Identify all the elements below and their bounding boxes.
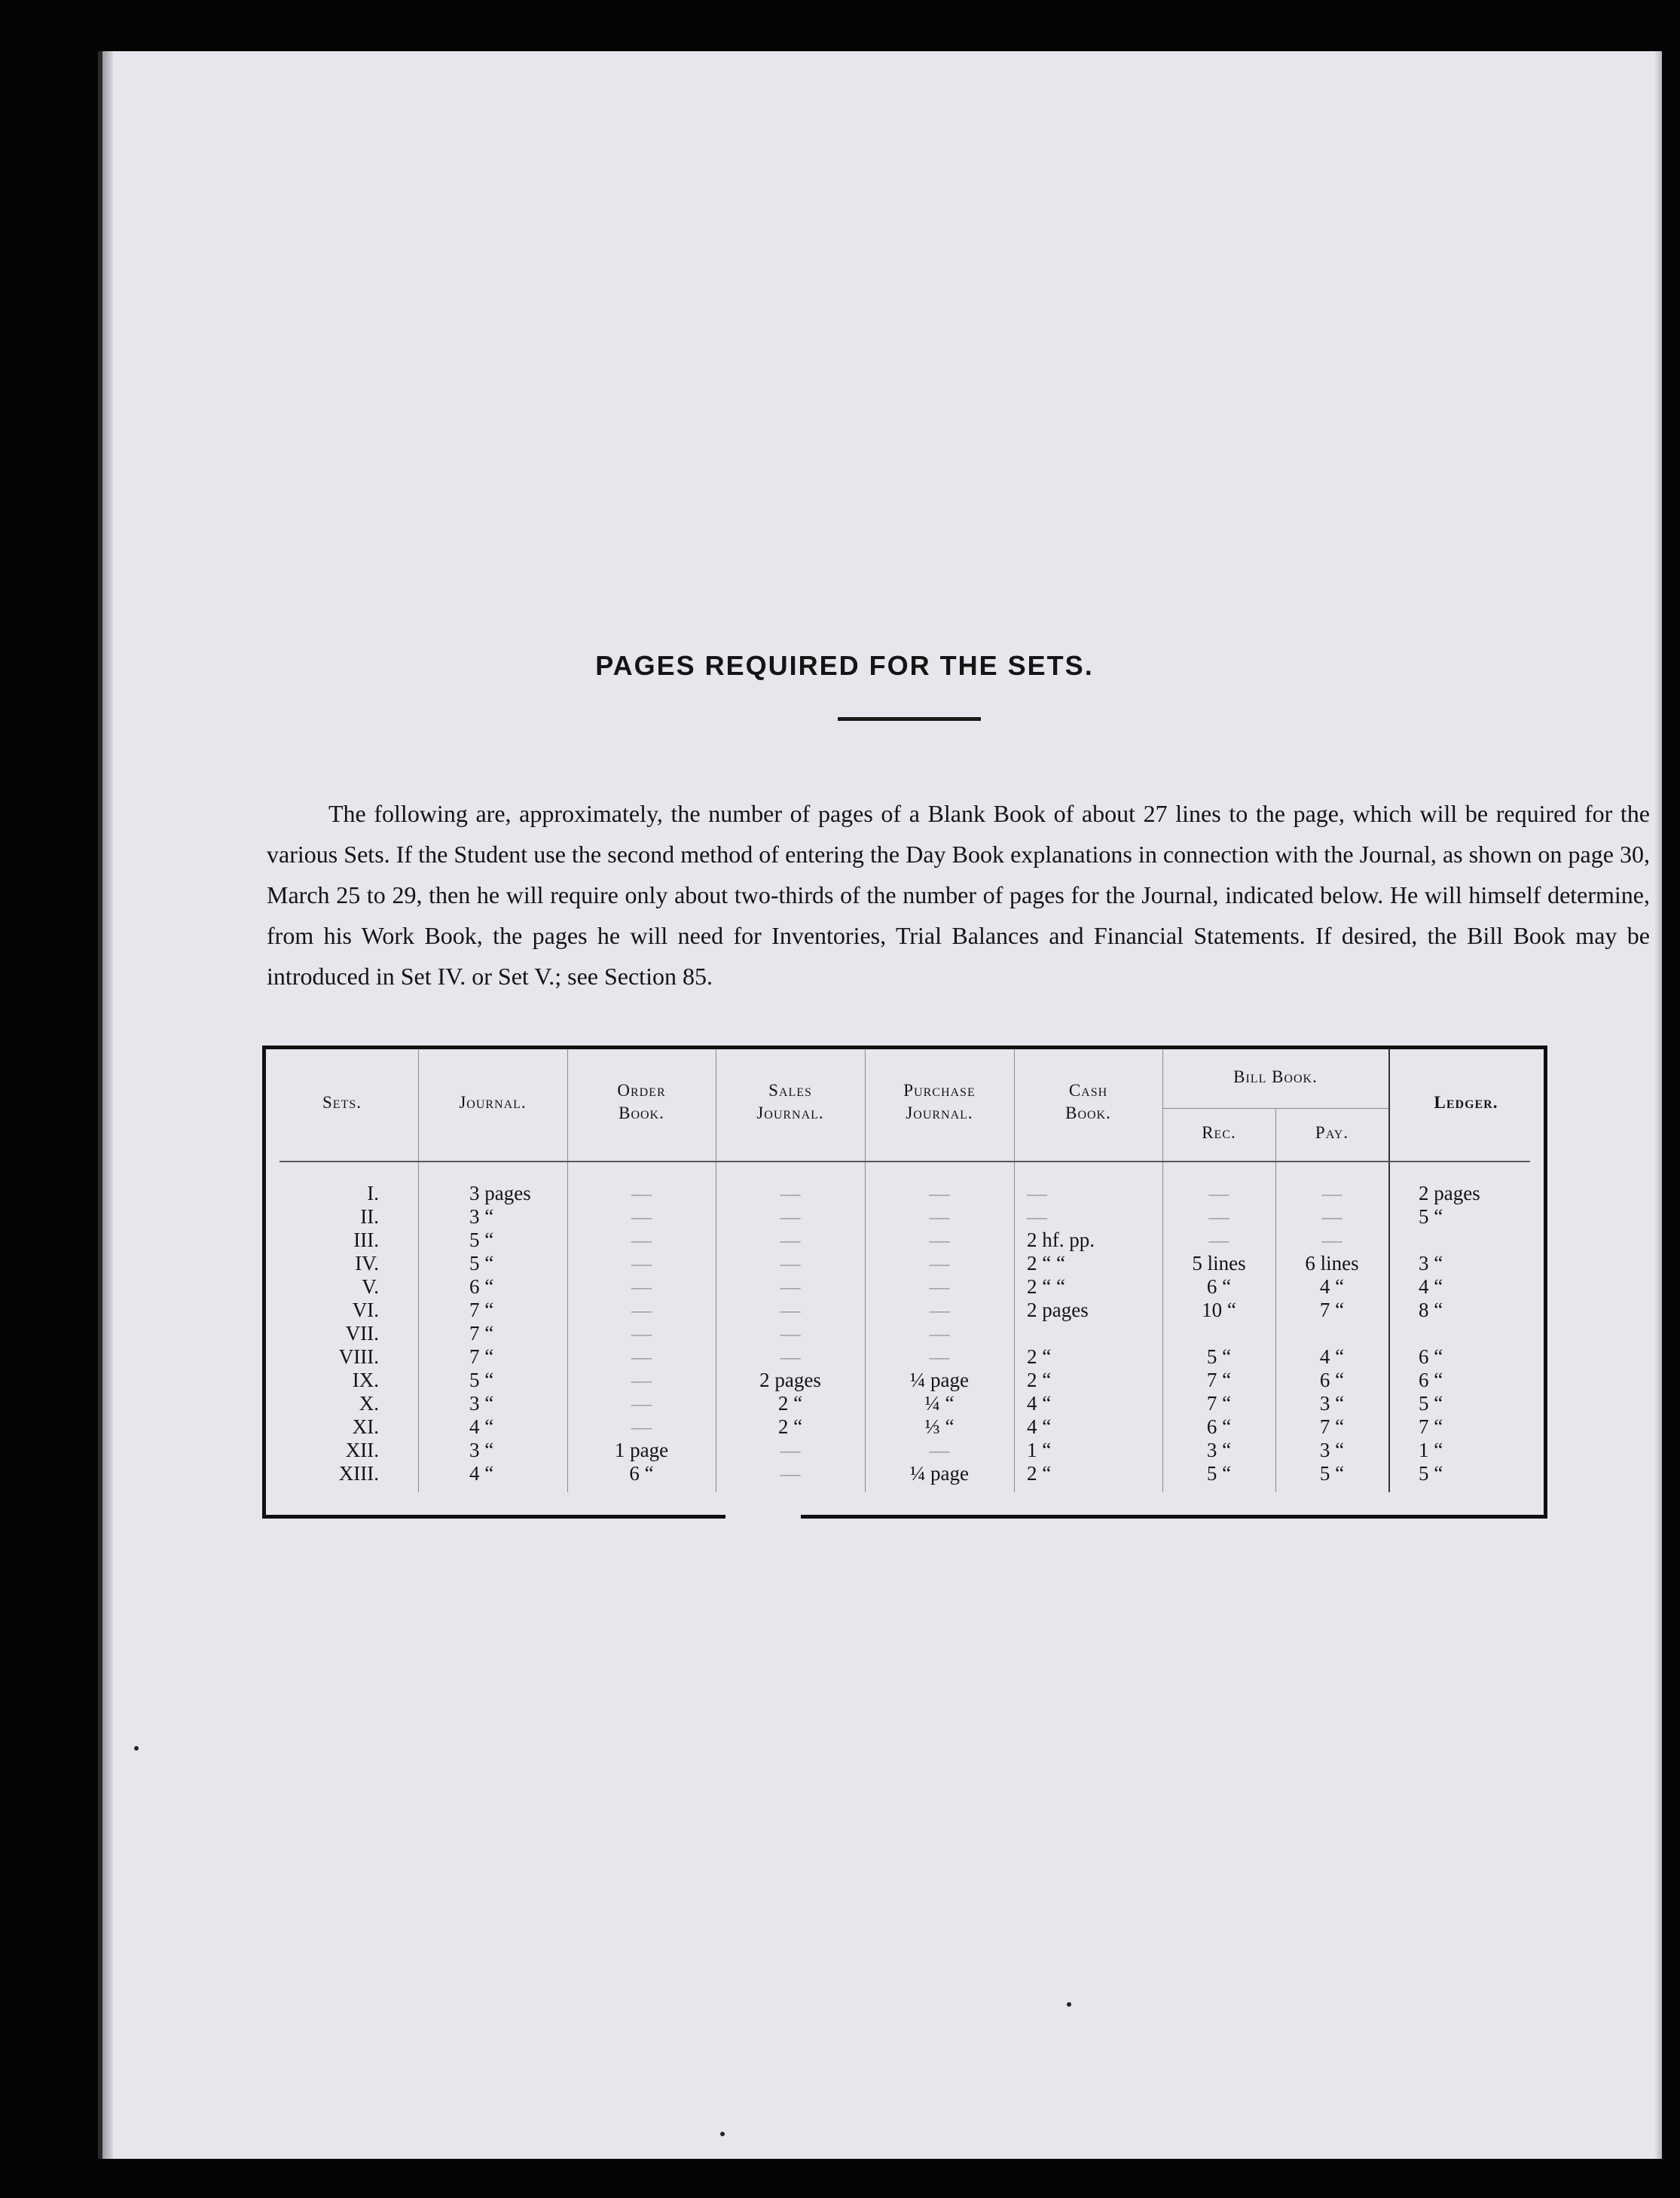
cell-pay: 7 “ [1319,1299,1345,1321]
header-sales-line1: Sales [768,1081,812,1100]
cell-sales: 2 “ [777,1415,803,1438]
cell-cash: 4 “ [1027,1392,1052,1415]
cell-sales: — [780,1182,801,1204]
cell-cash: — [1027,1182,1047,1204]
cell-order: — [631,1229,652,1251]
cell-pay: 6 “ [1319,1369,1345,1391]
cell-purchase: — [929,1182,950,1204]
cell-purchase: — [929,1322,950,1345]
page-shadow [1654,51,1662,2159]
cell-ledger: 6 “ [1419,1345,1443,1368]
cell-cash: 2 “ “ [1027,1275,1065,1298]
cell-journal: 3 “ [469,1439,494,1461]
scan-speck [720,2132,725,2136]
cell-sales: 2 “ [777,1392,803,1415]
cell-rec: — [1208,1182,1229,1204]
header-purchase-journal [865,1079,1014,1125]
cell-purchase: — [929,1439,950,1461]
table-row [266,1439,1544,1462]
cell-rec: 7 “ [1206,1369,1232,1391]
header-cash-line2: Book. [1065,1104,1111,1122]
table-row [266,1415,1544,1439]
cell-rec: 3 “ [1206,1439,1232,1461]
scan-speck [1067,2002,1071,2007]
header-order-book [567,1079,716,1125]
cell-sales: — [780,1229,801,1251]
cell-sales: — [780,1205,801,1228]
header-sales-line2: Journal. [756,1104,824,1122]
cell-cash: 2 “ [1027,1369,1052,1391]
cell-purchase: — [929,1229,950,1251]
document-page [98,51,1662,2159]
cell-journal: 6 “ [469,1275,494,1298]
cell-set: XII. [345,1439,379,1461]
page-title: PAGES REQUIRED FOR THE SETS. [595,650,1094,681]
cell-rec: 7 “ [1206,1392,1232,1415]
header-pay: Pay. [1315,1123,1349,1142]
cell-ledger: 2 pages [1419,1182,1480,1204]
cell-journal: 3 “ [469,1205,494,1228]
cell-pay: 3 “ [1319,1439,1345,1461]
cell-journal: 7 “ [469,1299,494,1321]
cell-sales: 2 pages [759,1369,821,1391]
cell-cash: 2 “ “ [1027,1252,1065,1275]
cell-purchase: — [929,1275,950,1298]
cell-pay: 7 “ [1319,1415,1345,1438]
cell-rec: 6 “ [1206,1415,1232,1438]
table-row [266,1462,1544,1485]
cell-set: V. [362,1275,379,1298]
header-purchase-line2: Journal. [906,1104,973,1122]
cell-pay: 4 “ [1319,1275,1345,1298]
cell-rec: 6 “ [1206,1275,1232,1298]
cell-ledger: 5 “ [1419,1205,1443,1228]
cell-set: III. [353,1229,379,1251]
cell-set: II. [360,1205,379,1228]
cell-pay: — [1321,1182,1342,1204]
cell-journal: 4 “ [469,1415,494,1438]
cell-set: XIII. [338,1462,379,1485]
table-row [266,1322,1544,1345]
header-cash-line1: Cash [1068,1081,1108,1100]
header-order-line1: Order [617,1081,666,1100]
cell-cash: 2 hf. pp. [1027,1229,1095,1251]
cell-order: — [631,1182,652,1204]
cell-pay: — [1321,1229,1342,1251]
intro-paragraph: The following are, approximately, the number of pages of a Blank Book of about 27 lines to the page, which will be required for the various Sets. If the Student use the second method of entering the Day Book explanations in connection with the Journal, as shown on page 30, March 25 to 29, then he will require only about two-thirds of the number of pages for the Journal, indicated below. He will himself determine, from his Work Book, the pages he will need for Inventories, Trial Balances and Financial Statements. If desired, the Bill Book may be introduced in Set IV. or Set V.; see Section 85. [267,800,1650,990]
cell-pay: 6 lines [1305,1252,1359,1275]
cell-pay: 4 “ [1319,1345,1345,1368]
header-cash-book [1014,1079,1162,1125]
cell-rec: 5 “ [1206,1462,1232,1485]
bill-book-subrule [1162,1108,1388,1109]
cell-journal: 3 pages [469,1182,531,1204]
header-bill-book: Bill Book. [1233,1067,1318,1086]
cell-cash: — [1027,1205,1047,1228]
cell-order: — [631,1345,652,1368]
cell-order: — [631,1415,652,1438]
cell-sales: — [780,1252,801,1275]
cell-pay: 5 “ [1319,1462,1345,1485]
cell-purchase: — [929,1252,950,1275]
cell-set: VII. [345,1322,379,1345]
cell-ledger: 6 “ [1419,1369,1443,1391]
cell-sales: — [780,1345,801,1368]
cell-set: IV. [355,1252,379,1275]
cell-purchase: ¼ “ [924,1392,955,1415]
cell-order: 1 page [614,1439,669,1461]
cell-sales: — [780,1299,801,1321]
header-rule [279,1161,1530,1162]
cell-order: — [631,1369,652,1391]
cell-order: — [631,1299,652,1321]
cell-purchase: — [929,1345,950,1368]
cell-order: — [631,1252,652,1275]
cell-ledger: 8 “ [1419,1299,1443,1321]
cell-ledger: 5 “ [1419,1392,1443,1415]
cell-journal: 7 “ [469,1345,494,1368]
cell-journal: 5 “ [469,1252,494,1275]
cell-ledger: 1 “ [1419,1439,1443,1461]
table-row [266,1299,1544,1322]
table-row [266,1275,1544,1299]
table-row [266,1182,1544,1205]
cell-rec: — [1208,1205,1229,1228]
cell-pay: — [1321,1205,1342,1228]
cell-purchase: — [929,1205,950,1228]
cell-journal: 7 “ [469,1322,494,1345]
table-row [266,1392,1544,1415]
header-purchase-line1: Purchase [903,1081,976,1100]
cell-set: VIII. [338,1345,379,1368]
cell-journal: 3 “ [469,1392,494,1415]
cell-cash: 2 pages [1027,1299,1089,1321]
cell-set: XI. [352,1415,379,1438]
cell-rec: 5 lines [1192,1252,1246,1275]
cell-rec: — [1208,1229,1229,1251]
cell-order: 6 “ [629,1462,654,1485]
cell-pay: 3 “ [1319,1392,1345,1415]
cell-rec: 5 “ [1206,1345,1232,1368]
header-order-line2: Book. [619,1104,664,1122]
table-row [266,1229,1544,1252]
header-ledger: Ledger. [1434,1093,1498,1112]
cell-purchase: ¼ page [910,1462,969,1485]
cell-set: X. [359,1392,379,1415]
cell-purchase: — [929,1299,950,1321]
title-rule [838,717,981,721]
header-journal: Journal. [459,1093,527,1112]
cell-cash: 4 “ [1027,1415,1052,1438]
cell-journal: 5 “ [469,1369,494,1391]
page-edge [102,51,113,2159]
border-gap [725,1513,801,1520]
scan-speck [134,1746,139,1751]
pages-table [262,1046,1547,1519]
cell-set: I. [367,1182,379,1204]
cell-sales: — [780,1275,801,1298]
cell-journal: 4 “ [469,1462,494,1485]
cell-order: — [631,1275,652,1298]
table-row [266,1345,1544,1369]
cell-rec: 10 “ [1202,1299,1236,1321]
cell-ledger: 7 “ [1419,1415,1443,1438]
header-rec: Rec. [1202,1123,1236,1142]
cell-cash: 1 “ [1027,1439,1052,1461]
table-row [266,1369,1544,1392]
table-row [266,1205,1544,1229]
table-row [266,1252,1544,1275]
cell-journal: 5 “ [469,1229,494,1251]
cell-set: VI. [352,1299,379,1321]
cell-purchase: ⅓ “ [924,1415,955,1438]
cell-set: IX. [352,1369,379,1391]
cell-cash: 2 “ [1027,1345,1052,1368]
cell-order: — [631,1322,652,1345]
cell-ledger: 3 “ [1419,1252,1443,1275]
cell-purchase: ¼ page [910,1369,969,1391]
cell-ledger: 5 “ [1419,1462,1443,1485]
cell-sales: — [780,1322,801,1345]
cell-order: — [631,1392,652,1415]
cell-cash: 2 “ [1027,1462,1052,1485]
header-sets: Sets. [322,1093,362,1112]
cell-ledger: 4 “ [1419,1275,1443,1298]
cell-sales: — [780,1439,801,1461]
header-sales-journal [716,1079,865,1125]
cell-order: — [631,1205,652,1228]
cell-sales: — [780,1462,801,1485]
